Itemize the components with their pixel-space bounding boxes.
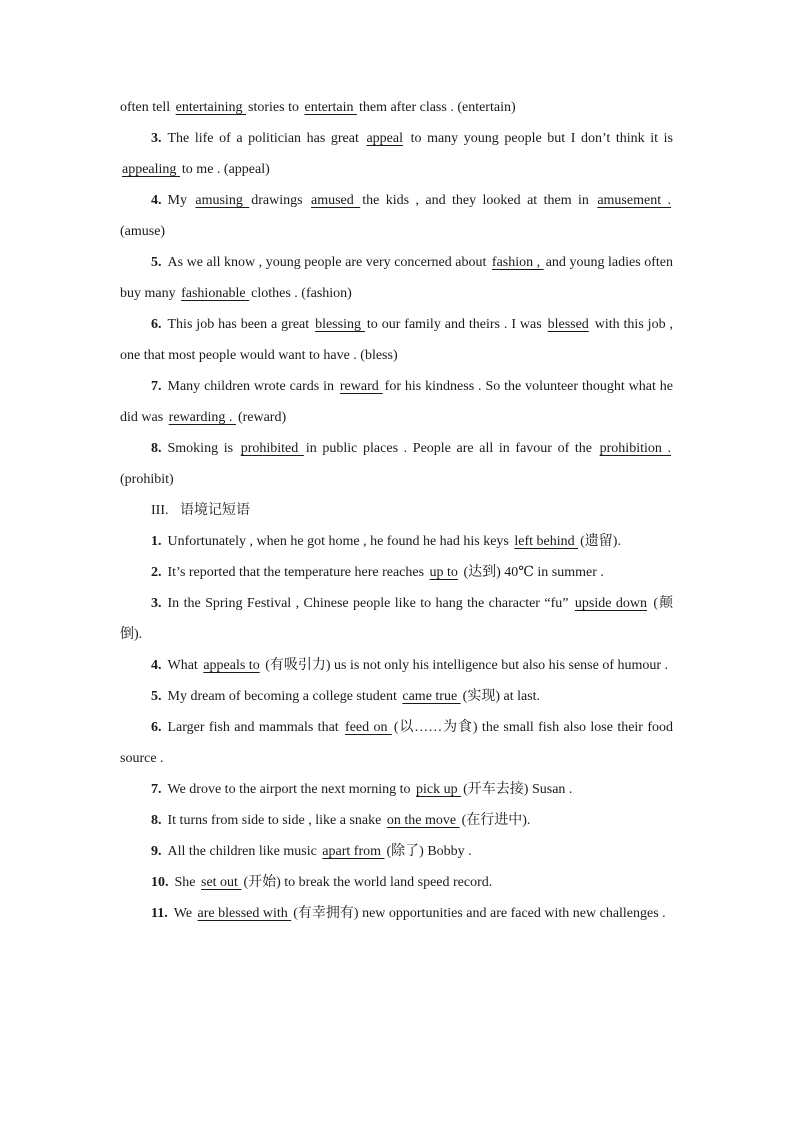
sentence-text: Unfortunately , when he got home , he found he had his keys: [167, 534, 513, 549]
exercise-item: [120, 681, 673, 712]
sentence-text: to our family and theirs . I was: [366, 317, 546, 332]
exercise-item: [120, 526, 673, 557]
part2-list: [120, 123, 673, 495]
answer-blank: fashionable: [181, 286, 250, 301]
sentence-text: (开车去接) Susan .: [463, 782, 573, 797]
section-title: 语境记短语: [180, 503, 250, 518]
item-number: 7.: [151, 379, 162, 394]
sentence-text: (有吸引力) us is not only his intelligence but also his sense of humour .: [261, 658, 669, 673]
exercise-item: [120, 712, 673, 774]
sentence-text: (amuse): [120, 224, 166, 239]
item-number: 3.: [151, 596, 162, 611]
item-number: 7.: [151, 782, 162, 797]
item-number: 8.: [151, 441, 162, 456]
item-number: 11.: [151, 906, 168, 921]
item-number: 10.: [151, 875, 169, 890]
answer-blank: amused: [311, 193, 361, 208]
sentence-text: (以……为食) the small fish also lose their food source .: [120, 720, 674, 766]
sentence-text: (在行进中).: [461, 813, 531, 828]
item-number: 8.: [151, 813, 162, 828]
sentence-text: (开始) to break the world land speed record.: [243, 875, 493, 890]
answer-blank: feed on: [345, 720, 392, 735]
exercise-item: [120, 247, 673, 309]
sentence-text: them after class . (entertain): [358, 100, 516, 115]
sentence-text: All the children like music: [167, 844, 321, 859]
exercise-item: [120, 774, 673, 805]
item-number: 1.: [151, 534, 162, 549]
answer-blank: came true: [402, 689, 461, 704]
exercise-item: [120, 433, 673, 495]
answer-blank: appealing: [122, 162, 180, 177]
item-number: 6.: [151, 720, 162, 735]
answer-blank: rewarding .: [168, 410, 236, 425]
exercise-item: [120, 650, 673, 681]
answer-blank: prohibited: [240, 441, 304, 456]
exercise-item: [120, 123, 673, 185]
exercise-item: [120, 867, 673, 898]
section-heading: [120, 495, 673, 526]
item-number: 6.: [151, 317, 162, 332]
sentence-text: for his kindness . So the volunteer thought what he did was: [120, 379, 673, 425]
section-number: III.: [151, 503, 169, 518]
sentence-text: Many children wrote cards in: [167, 379, 338, 394]
sentence-text: (达到) 40℃ in summer .: [459, 565, 604, 580]
answer-blank: entertaining: [175, 100, 247, 115]
sentence-text: the kids , and they looked at them in: [362, 193, 596, 208]
continuation-paragraph: [120, 92, 673, 123]
sentence-text: In the Spring Festival , Chinese people like to hang the character “fu”: [167, 596, 573, 611]
answer-blank: appeal: [366, 131, 403, 146]
sentence-text: (prohibit): [120, 472, 174, 487]
item-number: 5.: [151, 689, 162, 704]
document-page: [120, 92, 673, 929]
answer-blank: are blessed with: [197, 906, 292, 921]
answer-blank: appeals to: [203, 658, 260, 673]
sentence-text: She: [174, 875, 199, 890]
item-number: 2.: [151, 565, 162, 580]
sentence-text: It turns from side to side , like a snake: [167, 813, 385, 828]
sentence-text: (有幸拥有) new opportunities and are faced with new challenges .: [293, 906, 666, 921]
sentence-text: in public places . People are all in favour of the: [305, 441, 598, 456]
sentence-text: (除了) Bobby .: [386, 844, 472, 859]
answer-blank: upside down: [574, 596, 647, 611]
exercise-item: [120, 836, 673, 867]
item-number: 4.: [151, 658, 162, 673]
exercise-item: [120, 898, 673, 929]
sentence-text: (reward): [237, 410, 287, 425]
answer-blank: blessed: [547, 317, 589, 332]
sentence-text: stories to: [248, 100, 303, 115]
sentence-text: What: [167, 658, 202, 673]
sentence-text: drawings: [251, 193, 309, 208]
sentence-text: My dream of becoming a college student: [167, 689, 401, 704]
sentence-text: (实现) at last.: [462, 689, 541, 704]
sentence-text: with this job , one that most people would want to have . (bless): [120, 317, 673, 363]
answer-blank: set out: [201, 875, 242, 890]
item-number: 9.: [151, 844, 162, 859]
answer-blank: amusing: [195, 193, 250, 208]
sentence-text: often tell: [120, 100, 174, 115]
item-number: 5.: [151, 255, 162, 270]
answer-blank: entertain: [304, 100, 357, 115]
answer-blank: pick up: [416, 782, 462, 797]
exercise-item: [120, 805, 673, 836]
exercise-item: [120, 309, 673, 371]
sentence-text: to me . (appeal): [181, 162, 270, 177]
sentence-text: Larger fish and mammals that: [167, 720, 344, 735]
answer-blank: up to: [429, 565, 458, 580]
answer-blank: left behind: [514, 534, 579, 549]
exercise-item: [120, 371, 673, 433]
answer-blank: amusement .: [597, 193, 672, 208]
answer-blank: apart from: [322, 844, 385, 859]
sentence-text: (遗留).: [580, 534, 621, 549]
sentence-text: Smoking is: [167, 441, 239, 456]
answer-blank: on the move: [386, 813, 460, 828]
sentence-text: This job has been a great: [167, 317, 314, 332]
sentence-text: (颠倒).: [120, 596, 673, 642]
exercise-item: [120, 185, 673, 247]
item-number: 4.: [151, 193, 162, 208]
sentence-text: We: [173, 906, 196, 921]
sentence-text: and young ladies often buy many: [120, 255, 673, 301]
sentence-text: We drove to the airport the next morning to: [167, 782, 415, 797]
item-number: 3.: [151, 131, 162, 146]
answer-blank: blessing: [315, 317, 365, 332]
part3-list: [120, 526, 673, 929]
sentence-text: My: [167, 193, 194, 208]
sentence-text: As we all know , young people are very concerned about: [167, 255, 490, 270]
exercise-item: [120, 588, 673, 650]
sentence-text: clothes . (fashion): [251, 286, 352, 301]
sentence-text: to many young people but I don’t think it is: [405, 131, 673, 146]
answer-blank: fashion ,: [491, 255, 544, 270]
answer-blank: prohibition .: [599, 441, 671, 456]
answer-blank: reward: [339, 379, 383, 394]
exercise-item: [120, 557, 673, 588]
sentence-text: The life of a politician has great: [167, 131, 365, 146]
sentence-text: It’s reported that the temperature here reaches: [167, 565, 428, 580]
